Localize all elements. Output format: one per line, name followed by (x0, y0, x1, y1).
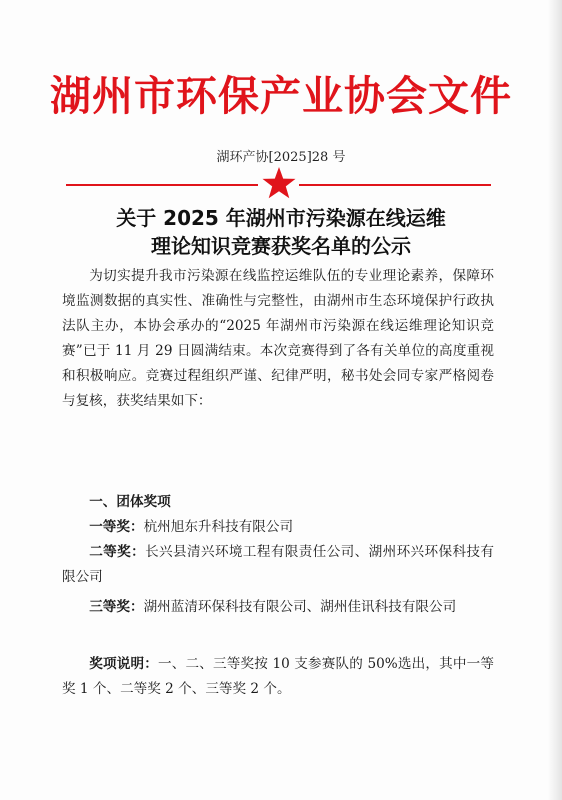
section-heading-team-awards: 一、团体奖项 (89, 494, 171, 510)
award-second-label: 二等奖： (89, 544, 146, 560)
award-note-label: 奖项说明： (89, 656, 158, 672)
notice-title-line-2: 理论知识竞赛获奖名单的公示 (151, 234, 411, 258)
intro-paragraph: 为切实提升我市污染源在线监控运维队伍的专业理论素养，保障环境监测数据的真实性、准确性与完整性，由湖州市生态环境保护行政执法队主办，本协会承办的“2025 年湖州市污染源在线运维理论知识竞赛”已于 11 月 29 日圆满结束。本次竞赛得到了各有关单位的高度重视和积极响应。竞赛过程组织严谨、纪律严明，秘书处会同专家严格阅卷与复核，获奖结果如下： (62, 268, 494, 409)
award-third-text: 湖州蓝清环保科技有限公司、湖州佳讯科技有限公司 (143, 599, 457, 615)
document-number: 湖环产协[2025]28 号 (216, 150, 346, 165)
red-rule-right (299, 184, 491, 186)
red-star-icon (262, 166, 296, 200)
notice-title-line-1: 关于 2025 年湖州市污染源在线运维 (116, 206, 446, 230)
award-note-text: 一、二、三等奖按 10 支参赛队的 50%选出，其中一等奖 1 个、二等奖 2 个、三等奖 2 个。 (62, 656, 495, 697)
award-first-text: 杭州旭东升科技有限公司 (143, 519, 294, 535)
red-rule-left (66, 184, 258, 186)
letterhead-title: 湖州市环保产业协会文件 (50, 72, 512, 120)
award-third (62, 595, 494, 620)
award-second (62, 540, 494, 590)
award-first (62, 515, 494, 540)
notice-title (0, 204, 562, 260)
award-second-text: 长兴县清兴环境工程有限责任公司、湖州环兴环保科技有限公司 (62, 544, 495, 585)
award-first-label: 一等奖： (89, 519, 144, 535)
award-third-label: 三等奖： (89, 599, 144, 615)
award-note (62, 652, 494, 702)
